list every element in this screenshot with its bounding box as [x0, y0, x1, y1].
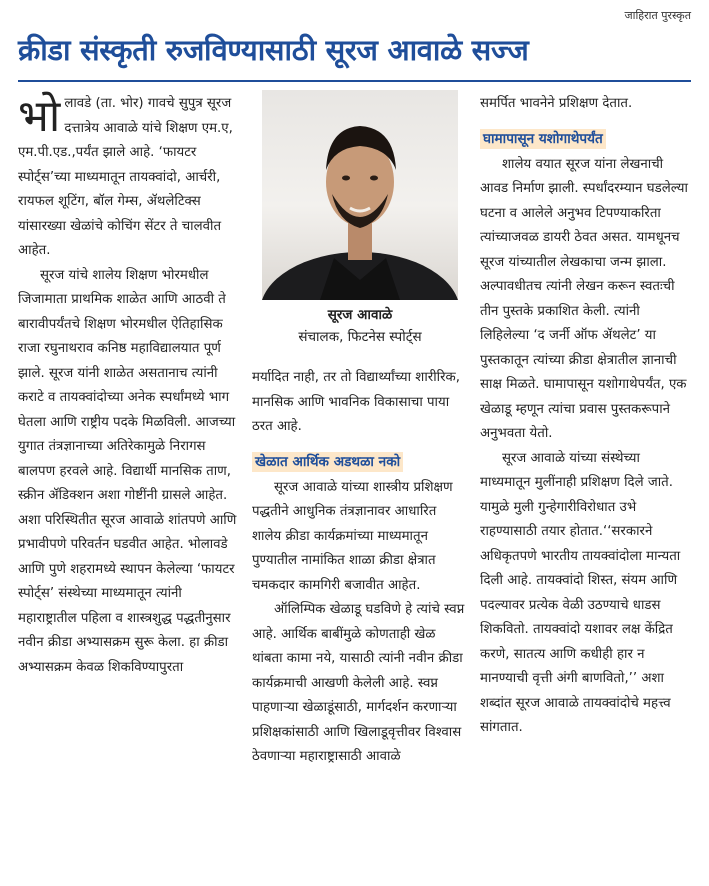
headline-rule: [18, 80, 691, 82]
col3-paragraph-1: समर्पित भावनेने प्रशिक्षण देतात.: [480, 96, 633, 111]
headline: क्रीडा संस्कृती रुजविण्यासाठी सूरज आवाळे सज्ज: [18, 33, 529, 67]
col1-paragraph-1: लावडे (ता. भोर) गावचे सुपुत्र सूरज दत्तात्रेय आवाळे यांचे शिक्षण एम.ए, एम.पी.एड.,पर्यंत झाले आहे. ‘फायटर स्पोर्ट्‌स’च्या माध्यमातून तायक्वांदो, आर्चरी, रायफल शूटिंग, बॉल गेम्स, ॲथलेटिक्स यांसारख्या खेळांचे कोचिंग सेंटर ते चालवीत आहेत.: [18, 96, 233, 258]
column-2: [252, 366, 468, 770]
col1-paragraph-2: सूरज यांचे शालेय शिक्षण भोरमधील जिजामाता प्राथमिक शाळेत आणि आठवी ते बारावीपर्यंतचे शिक्षण भोरमधील ऐतिहासिक राजा रघुनाथराव कनिष्ठ महाविद्यालयात पूर्ण झाले. सूरज यांनी शाळेत असतानाच त्यांनी कराटे व तायक्वांदोच्या अनेक स्पर्धांमध्ये भाग घेतला आणि राष्ट्रीय पदके मिळविली. आजच्या युगात तंत्रज्ञानाच्या अतिरेकामुळे निरागस बालपण हरवले आहे. विद्यार्थी मानसिक ताण, स्क्रीन ॲडिक्शन अशा गोष्टींनी ग्रासले आहेत. अशा परिस्थितीत सूरज आवाळे शांतपणे आणि प्रभावीपणे परिवर्तन घडवीत आहेत. भोलावडे आणि पुणे शहरामध्ये स्थापन केलेल्या ‘फायटर स्पोर्ट्‌स’ संस्थेच्या माध्यमातून त्यांनी महाराष्ट्रातील पहिला व शास्त्रशुद्ध पद्धतीनुसार नवीन क्रीडा अभ्यासक्रम सुरू केला. हा क्रीडा अभ्यासक्रम केवळ शिकविण्यापुरता: [18, 267, 237, 675]
caption-role: संचालक, फिटनेस स्पोर्ट्‌स: [298, 329, 422, 345]
sponsored-tag: जाहिरात पुरस्कृत: [624, 9, 691, 22]
drop-cap: भो: [18, 91, 61, 142]
subhead-financial: खेळात आर्थिक अडथळा नको: [252, 452, 403, 472]
col2-paragraph-3: ऑलिम्पिक खेळाडू घडविणे हे त्यांचे स्वप्न आहे. आर्थिक बाबींमुळे कोणताही खेळ थांबता कामा नये, यासाठी त्यांनी नवीन क्रीडा कार्यक्रमाची आखणी केलेली आहे. स्वप्न पाहणाऱ्या खेळाडूंसाठी, मार्गदर्शन करणाऱ्या प्रशिक्षकांसाठी आणि खिलाडूवृत्तीवर विश्वास ठेवणाऱ्या महाराष्ट्रासाठी आवाळे: [252, 602, 465, 764]
column-1: [18, 92, 240, 680]
col3-paragraph-2: शालेय वयात सूरज यांना लेखनाची आवड निर्माण झाली. स्पर्धांदरम्यान घडलेल्या घटना व आलेले अनुभव टिपण्याकरिता त्यांच्याजवळ डायरी ठेवत असत. यामधूनच सूरज यांच्यातील लेखकाचा जन्म झाला. अल्पावधीतच त्यांनी लेखन करून स्वतःची तीन पुस्तके प्रकाशित केली. त्यांनी लिहिलेल्या ‘द जर्नी ऑफ ॲथलेट’ या पुस्तकातून त्यांच्या क्रीडा क्षेत्रातील ज्ञानाची साक्ष मिळते. घामापासून यशोगाथेपर्यंत, एक खेळाडू म्हणून त्यांचा प्रवास पुस्तकरूपाने अनुभवता येतो.: [480, 156, 688, 441]
caption-name: सूरज आवाळे: [327, 307, 393, 323]
photo-caption: [246, 304, 474, 348]
subhead-sweat-to-success: घामापासून यशोगाथेपर्यंत: [480, 129, 606, 149]
portrait-illustration: [262, 90, 458, 300]
col2-paragraph-1: मर्यादित नाही, तर तो विद्यार्थ्यांच्या शारीरिक, मानसिक आणि भावनिक विकासाचा पाया ठरत आहे.: [252, 370, 460, 434]
column-3: [480, 92, 692, 741]
col2-paragraph-2: सूरज आवाळे यांच्या शास्त्रीय प्रशिक्षण पद्धतीने आधुनिक तंत्रज्ञानावर आधारित शालेय क्रीडा कार्यक्रमांच्या माध्यमातून पुण्यातील नामांकित शाळा क्रीडा क्षेत्रात चमकदार कामगिरी बजावीत आहेत.: [252, 479, 453, 593]
portrait-photo: [262, 90, 458, 300]
col3-paragraph-3: सूरज आवाळे यांच्या संस्थेच्या माध्यमातून मुलींनाही प्रशिक्षण दिले जाते. यामुळे मुली गुन्हेगारीविरोधात उभे राहण्यासाठी तयार होतात.‘‘सरकारने अधिकृतपणे भारतीय तायक्वांदोला मान्यता दिली आहे. तायक्वांदो शिस्त, संयम आणि पदल्यावर प्रत्येक वेळी उठण्याचे धाडस शिकवितो. तायक्वांदो यशावर लक्ष केंद्रित करणे, सातत्य आणि कधीही हार न मानण्याची वृत्ती अंगी बाणवितो,’’ अशा शब्दांत सूरज आवाळे तायक्वांदोचे महत्त्व सांगतात.: [480, 450, 681, 735]
